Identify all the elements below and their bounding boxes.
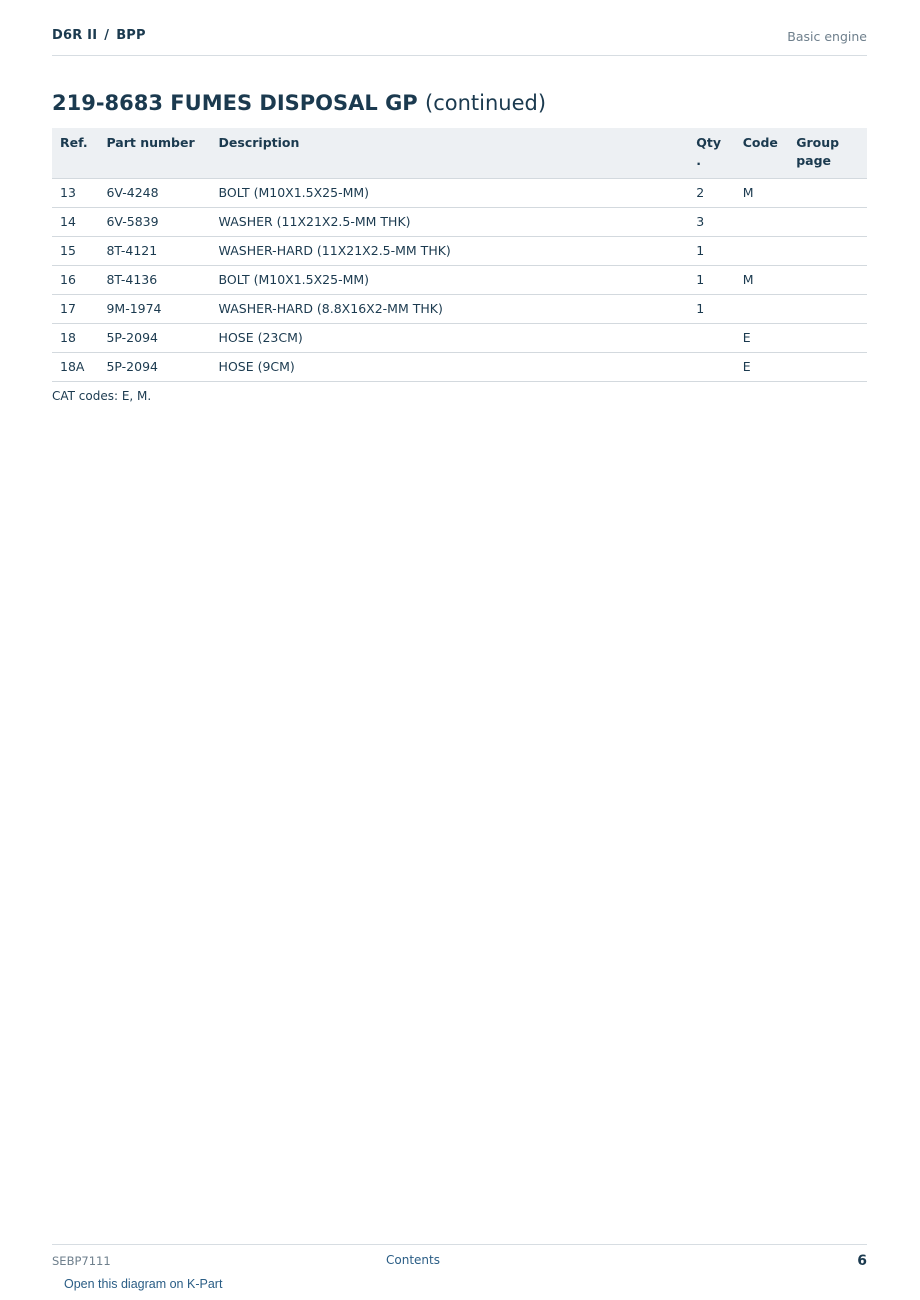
cell-code bbox=[735, 208, 789, 237]
cell-part-number: 6V-5839 bbox=[98, 208, 210, 237]
cell-ref: 14 bbox=[52, 208, 98, 237]
page-header bbox=[52, 28, 867, 56]
document-id: SEBP7111 bbox=[52, 1254, 111, 1268]
cell-part-number: 5P-2094 bbox=[98, 324, 210, 353]
cell-ref: 17 bbox=[52, 295, 98, 324]
cell-description: WASHER-HARD (8.8X16X2-MM THK) bbox=[211, 295, 689, 324]
cell-group-page bbox=[788, 353, 867, 382]
parts-table bbox=[52, 128, 867, 382]
page-footer bbox=[52, 1244, 867, 1295]
page-title bbox=[52, 89, 546, 117]
page-number: 6 bbox=[857, 1253, 867, 1269]
qty-header-line1: Qty bbox=[696, 135, 721, 150]
column-header-group-page bbox=[788, 128, 867, 179]
table-row bbox=[52, 237, 867, 266]
table-row bbox=[52, 295, 867, 324]
group-header-line1: Group bbox=[796, 135, 840, 150]
cell-part-number: 5P-2094 bbox=[98, 353, 210, 382]
cell-ref: 18 bbox=[52, 324, 98, 353]
column-header-code: Code bbox=[735, 128, 789, 179]
cell-code: E bbox=[735, 353, 789, 382]
cell-part-number: 8T-4136 bbox=[98, 266, 210, 295]
breadcrumb-series: BPP bbox=[116, 28, 146, 43]
cell-code: M bbox=[735, 179, 789, 208]
cell-qty: 1 bbox=[688, 266, 734, 295]
qty-header-line2: . bbox=[696, 153, 701, 168]
column-header-ref: Ref. bbox=[52, 128, 98, 179]
cell-description: HOSE (23CM) bbox=[211, 324, 689, 353]
cell-code: E bbox=[735, 324, 789, 353]
cell-ref: 13 bbox=[52, 179, 98, 208]
cell-ref: 15 bbox=[52, 237, 98, 266]
cell-group-page bbox=[788, 237, 867, 266]
cell-qty: 1 bbox=[688, 237, 734, 266]
cell-description: WASHER (11X21X2.5-MM THK) bbox=[211, 208, 689, 237]
header-row bbox=[52, 128, 867, 179]
cell-description: BOLT (M10X1.5X25-MM) bbox=[211, 179, 689, 208]
cell-description: HOSE (9CM) bbox=[211, 353, 689, 382]
group-title: 219-8683 FUMES DISPOSAL GP bbox=[52, 91, 418, 115]
cell-qty: 2 bbox=[688, 179, 734, 208]
cell-qty bbox=[688, 353, 734, 382]
cell-group-page bbox=[788, 295, 867, 324]
breadcrumb-model: D6R II bbox=[52, 28, 98, 43]
cell-code: M bbox=[735, 266, 789, 295]
column-header-qty bbox=[688, 128, 734, 179]
cell-code bbox=[735, 295, 789, 324]
cell-qty: 3 bbox=[688, 208, 734, 237]
parts-table-header bbox=[52, 128, 867, 179]
cell-group-page bbox=[788, 324, 867, 353]
cell-group-page bbox=[788, 208, 867, 237]
table-row bbox=[52, 208, 867, 237]
cell-group-page bbox=[788, 266, 867, 295]
cell-part-number: 8T-4121 bbox=[98, 237, 210, 266]
contents-link[interactable]: Contents bbox=[386, 1253, 440, 1267]
cell-group-page bbox=[788, 179, 867, 208]
column-header-part-number: Part number bbox=[98, 128, 210, 179]
cell-description: BOLT (M10X1.5X25-MM) bbox=[211, 266, 689, 295]
cell-qty: 1 bbox=[688, 295, 734, 324]
table-row bbox=[52, 179, 867, 208]
cell-ref: 16 bbox=[52, 266, 98, 295]
cell-qty bbox=[688, 324, 734, 353]
cell-ref: 18A bbox=[52, 353, 98, 382]
title-suffix: (continued) bbox=[425, 91, 547, 115]
kpart-diagram-link[interactable]: Open this diagram on K-Part bbox=[64, 1277, 223, 1291]
cell-code bbox=[735, 237, 789, 266]
table-row bbox=[52, 266, 867, 295]
breadcrumb-separator: / bbox=[104, 28, 110, 43]
table-row bbox=[52, 353, 867, 382]
column-header-description: Description bbox=[211, 128, 689, 179]
group-header-line2: page bbox=[796, 153, 832, 168]
cell-part-number: 9M-1974 bbox=[98, 295, 210, 324]
cell-part-number: 6V-4248 bbox=[98, 179, 210, 208]
section-name: Basic engine bbox=[787, 29, 867, 44]
cat-codes-note: CAT codes: E, M. bbox=[52, 389, 152, 403]
breadcrumb bbox=[52, 28, 146, 43]
parts-table-body bbox=[52, 179, 867, 382]
table-row bbox=[52, 324, 867, 353]
cell-description: WASHER-HARD (11X21X2.5-MM THK) bbox=[211, 237, 689, 266]
